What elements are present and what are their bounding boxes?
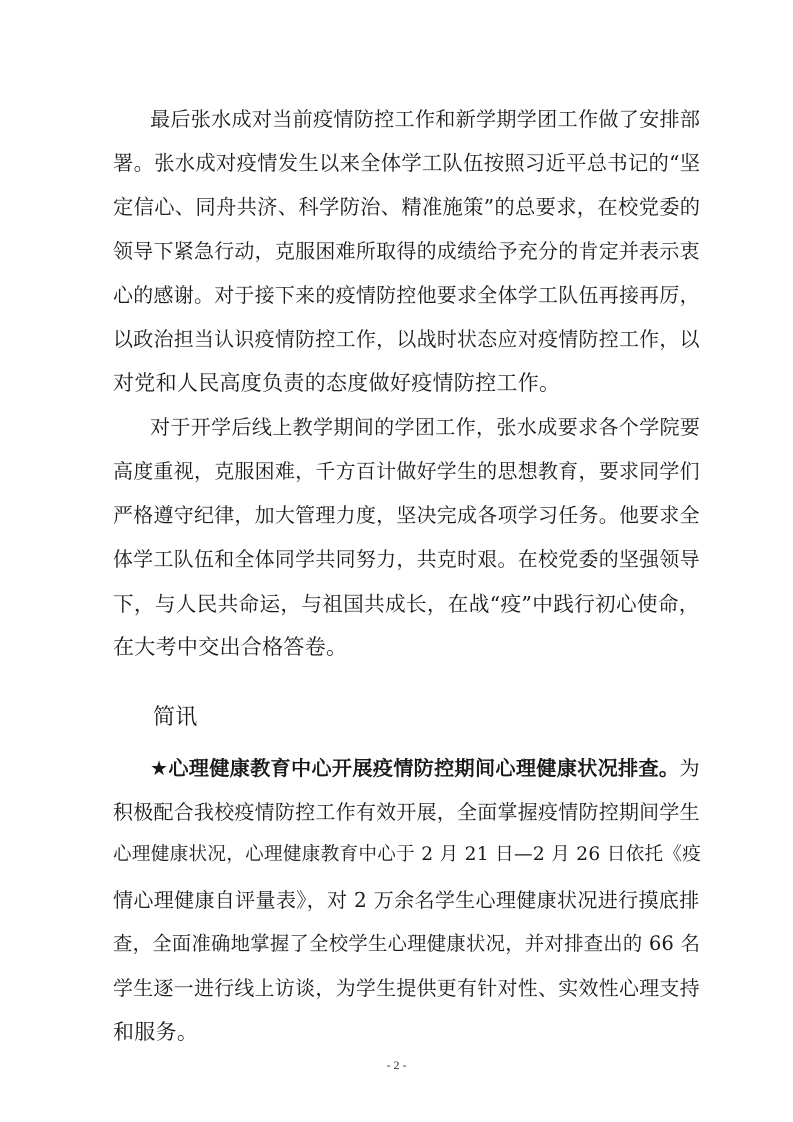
paragraph2-line-6: 在大考中交出合格答卷。	[113, 635, 348, 659]
section-heading: 简讯	[153, 705, 198, 730]
paragraph1-line-4: 领导下紧急行动，克服困难所取得的成绩给予充分的肯定并表示衷	[113, 239, 700, 263]
paragraph1-line-7: 对党和人民高度负责的态度做好疫情防控工作。	[113, 371, 561, 395]
news-item-line-7: 和服务。	[113, 1020, 199, 1044]
paragraph2-line-4: 体学工队伍和全体同学共同努力，共克时艰。在校党委的坚强领导	[113, 547, 700, 571]
news-item-line-1-rest: 为	[679, 756, 700, 780]
paragraph1-line-2: 署。张水成对疫情发生以来全体学工队伍按照习近平总书记的“坚	[113, 151, 701, 175]
page-number: - 2 -	[386, 1058, 407, 1072]
paragraph1-line-5: 心的感谢。对于接下来的疫情防控他要求全体学工队伍再接再厉，	[113, 283, 700, 307]
news-item-line-3: 心理健康状况，心理健康教育中心于 2 月 21 日—2 月 26 日依托《疫	[113, 844, 702, 865]
news-item-line-6: 学生逐一进行线上访谈，为学生提供更有针对性、实效性心理支持	[113, 976, 700, 1000]
paragraph2-line-5: 下，与人民共命运，与祖国共成长，在战“疫”中践行初心使命，	[113, 592, 700, 616]
news-item-line-4: 情心理健康自评量表》，对 2 万余名学生心理健康状况进行摸底排	[113, 888, 700, 912]
paragraph2-line-2: 高度重视，克服困难，千方百计做好学生的思想教育，要求同学们	[113, 459, 700, 483]
paragraph2-line-3: 严格遵守纪律，加大管理力度，坚决完成各项学习任务。他要求全	[113, 503, 700, 527]
paragraph1-line-1: 最后张水成对当前疫情防控工作和新学期学团工作做了安排部	[150, 107, 701, 131]
paragraph1-line-6: 以政治担当认识疫情防控工作，以战时状态应对疫情防控工作，以	[113, 327, 700, 351]
news-item-line-1	[150, 752, 700, 781]
news-item-title: ★心理健康教育中心开展疫情防控期间心理健康状况排查。	[150, 756, 680, 780]
news-item-line-5: 查，全面准确地掌握了全校学生心理健康状况，并对排查出的 66 名	[113, 932, 701, 955]
paragraph2-line-1: 对于开学后线上教学期间的学团工作，张水成要求各个学院要	[150, 415, 701, 439]
paragraph1-line-3: 定信心、同舟共济、科学防治、精准施策”的总要求，在校党委的	[113, 195, 701, 219]
news-item-line-2: 积极配合我校疫情防控工作有效开展，全面掌握疫情防控期间学生	[113, 800, 700, 824]
